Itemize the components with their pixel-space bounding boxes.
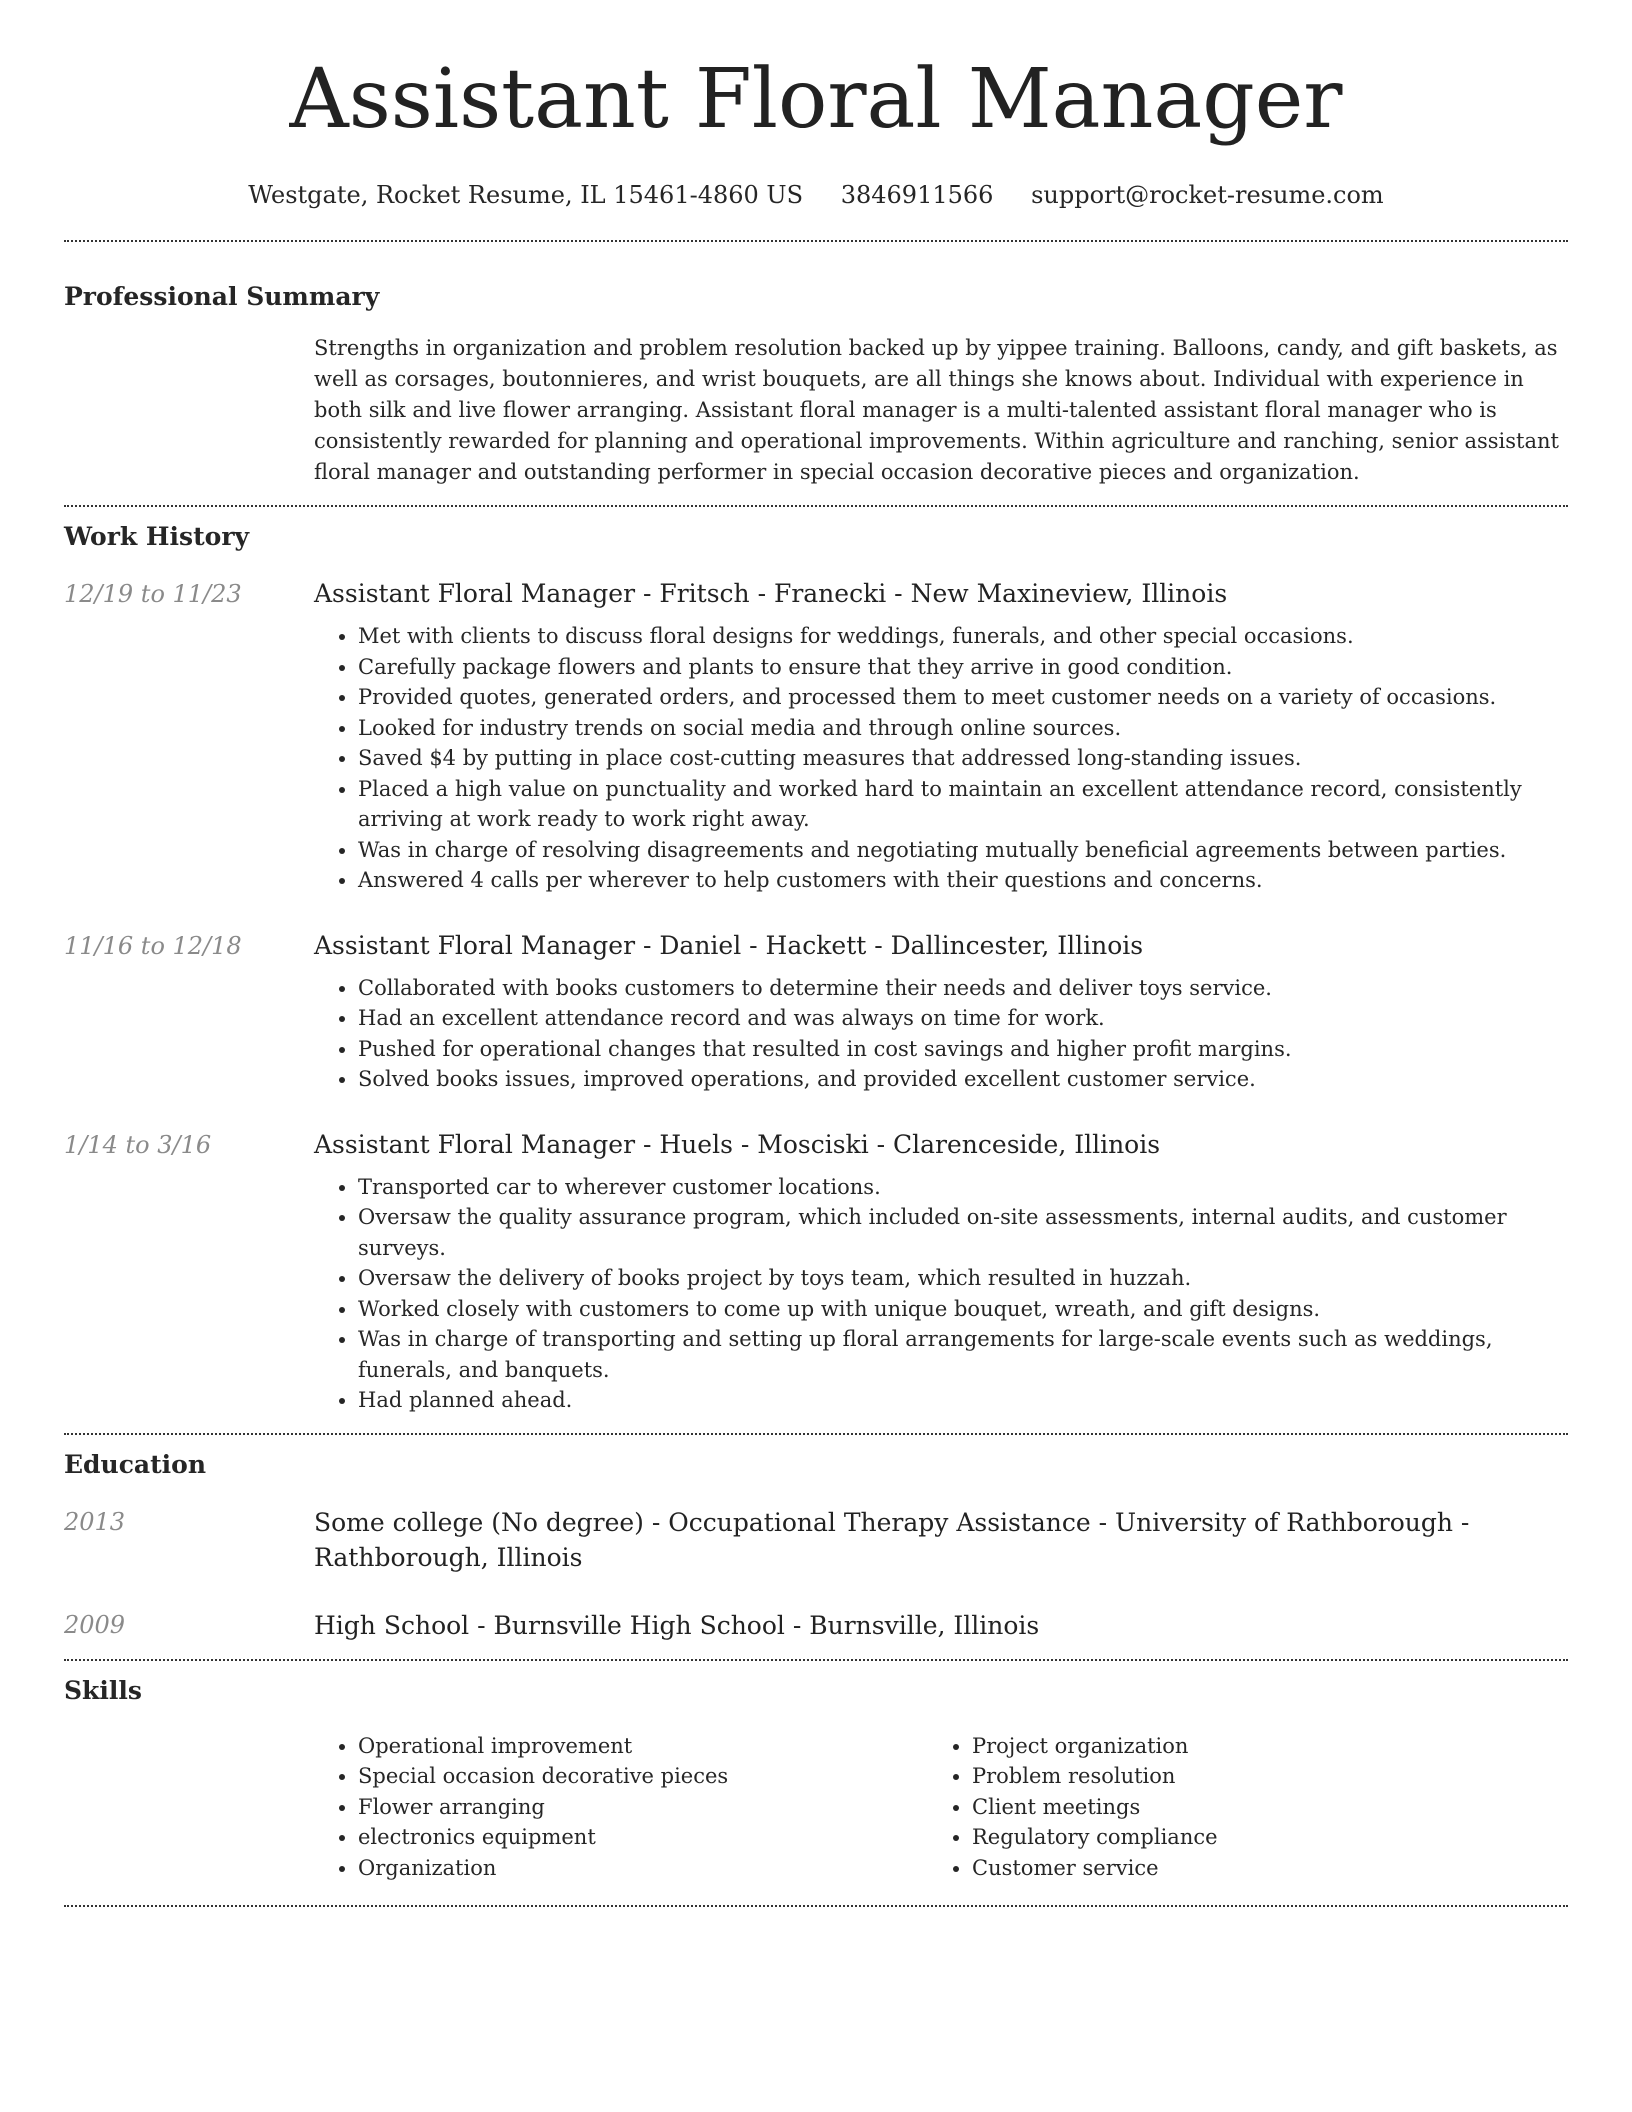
education-heading: Education (64, 1449, 207, 1479)
divider (64, 1905, 1568, 1907)
list-item: • Answered 4 calls per wherever to help customers with their questions and concerns. (358, 865, 1568, 896)
summary-heading: Professional Summary (64, 282, 380, 311)
job-title: Assistant Floral Manager - Huels - Mosciski - Clarenceside, Illinois (314, 1129, 1161, 1159)
job-dates: 11/16 to 12/18 (64, 931, 242, 960)
job-title: Assistant Floral Manager - Fritsch - Franecki - New Maxineview, Illinois (314, 579, 1228, 608)
list-item: • Met with clients to discuss floral designs for weddings, funerals, and other special occasions. (358, 621, 1568, 652)
job-entry (64, 1128, 1568, 1416)
job-dates: 12/19 to 11/23 (64, 580, 242, 608)
list-item: • Had planned ahead. (358, 1385, 1568, 1416)
list-item: • Provided quotes, generated orders, and processed them to meet customer needs on a variety of occasions. (358, 682, 1568, 713)
education-title: Some college (No degree) - Occupational Therapy Assistance - University of Rathborough - Rathborough, Illinois (314, 1507, 1470, 1572)
job-bullets (314, 621, 1568, 896)
list-item: • Looked for industry trends on social media and through online sources. (358, 713, 1568, 744)
education-year: 2013 (64, 1507, 126, 1536)
job-bullets (314, 1172, 1568, 1416)
job-dates: 1/14 to 3/16 (64, 1130, 212, 1159)
list-item: • Flower arranging (358, 1792, 928, 1823)
list-item: • Pushed for operational changes that resulted in cost savings and higher profit margins. (358, 1034, 1568, 1065)
list-item: • Organization (358, 1853, 928, 1884)
list-item: • Placed a high value on punctuality and worked hard to maintain an excellent attendance record, consistently arriving at work ready to work right away. (358, 774, 1568, 835)
list-item: • Operational improvement (358, 1731, 928, 1762)
skills-heading: Skills (64, 1675, 142, 1705)
list-item: • Worked closely with customers to come up with unique bouquet, wreath, and gift designs. (358, 1294, 1568, 1325)
list-item: • Client meetings (972, 1792, 1542, 1823)
contact-phone: 3846911566 (840, 181, 994, 209)
education-year: 2009 (64, 1610, 126, 1639)
list-item: • Transported car to wherever customer locations. (358, 1172, 1568, 1203)
skills-list-left (314, 1731, 928, 1884)
list-item: • Saved $4 by putting in place cost-cutting measures that addressed long-standing issues. (358, 743, 1568, 774)
contact-email: support@rocket-resume.com (1031, 181, 1384, 209)
list-item: • Problem resolution (972, 1761, 1542, 1792)
job-title: Assistant Floral Manager - Daniel - Hackett - Dallincester, Illinois (314, 930, 1144, 960)
work-history-section (64, 507, 1568, 1416)
education-section (64, 1435, 1568, 1643)
summary-text: Strengths in organization and problem resolution backed up by yippee training. Balloons, candy, and gift baskets, as well as corsages, boutonnieres, and wrist bouquets, are all things she knows about. Individual with experience in both silk and live flower arranging. Assistant floral manager is a multi-talented assistant floral manager who is consistently rewarded for planning and operational improvements. Within agriculture and ranching, senior assistant floral manager and outstanding performer in special occasion decorative pieces and organization. (314, 336, 1559, 484)
resume-title: Assistant Floral Manager (289, 52, 1343, 147)
list-item: • Was in charge of resolving disagreements and negotiating mutually beneficial agreements between parties. (358, 835, 1568, 866)
list-item: • Project organization (972, 1731, 1542, 1762)
skills-list-right (928, 1731, 1542, 1884)
list-item: • Oversaw the quality assurance program, which included on-site assessments, internal audits, and customer surveys. (358, 1202, 1568, 1263)
resume-page (64, 0, 1568, 1907)
list-item: • Collaborated with books customers to determine their needs and deliver toys service. (358, 973, 1568, 1004)
education-entry (64, 1608, 1568, 1643)
list-item: • Had an excellent attendance record and was always on time for work. (358, 1003, 1568, 1034)
list-item: • Customer service (972, 1853, 1542, 1884)
list-item: • Carefully package flowers and plants to ensure that they arrive in good condition. (358, 652, 1568, 683)
education-title: High School - Burnsville High School - Burnsville, Illinois (314, 1610, 1040, 1640)
skills-columns (314, 1731, 1568, 1884)
job-entry (64, 577, 1568, 896)
job-bullets (314, 973, 1568, 1095)
list-item: • Regulatory compliance (972, 1822, 1542, 1853)
job-entry (64, 929, 1568, 1095)
list-item: • Was in charge of transporting and setting up floral arrangements for large-scale events such as weddings, funerals, and banquets. (358, 1324, 1568, 1385)
list-item: • Special occasion decorative pieces (358, 1761, 928, 1792)
list-item: • Oversaw the delivery of books project by toys team, which resulted in huzzah. (358, 1263, 1568, 1294)
summary-section (64, 242, 1568, 488)
list-item: • Solved books issues, improved operations, and provided excellent customer service. (358, 1064, 1568, 1095)
skills-section (64, 1661, 1568, 1884)
contact-address: Westgate, Rocket Resume, IL 15461-4860 US (248, 181, 804, 209)
contact-line (64, 180, 1568, 210)
list-item: • electronics equipment (358, 1822, 928, 1853)
education-entry (64, 1505, 1568, 1575)
work-history-heading: Work History (64, 522, 250, 551)
